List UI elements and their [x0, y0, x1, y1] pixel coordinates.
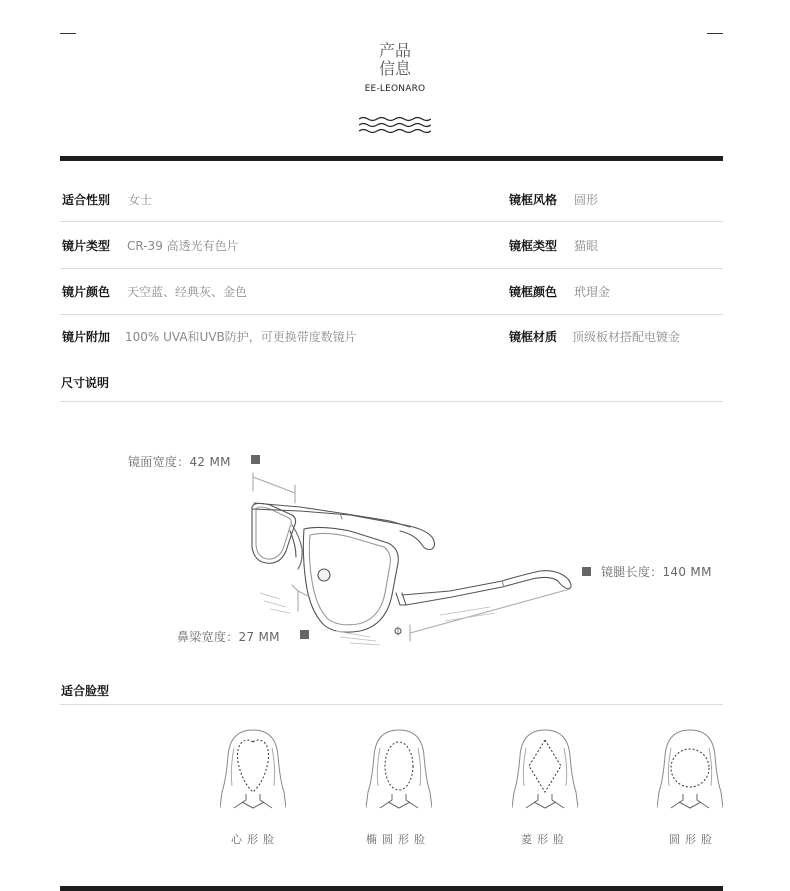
section-title-line2: 信息: [378, 59, 411, 78]
bridge-width-annotation: 鼻梁宽度：27 MM: [177, 630, 280, 644]
spec-row-divider: [60, 268, 723, 269]
spec-label-frame-color: 镜框颜色: [509, 285, 558, 299]
spec-value-gender: 女士: [128, 193, 153, 207]
spec-label-lens-color: 镜片颜色: [62, 285, 111, 299]
spec-value-frame-color: 玳瑁金: [574, 285, 611, 299]
spec-value-lens-color: 天空蓝、经典灰、金色: [127, 285, 248, 299]
size-section-title: 尺寸说明: [61, 376, 110, 390]
face-section-title: 适合脸型: [61, 684, 110, 698]
spec-value-lens-extra: 100% UVA和UVB防护，可更换带度数镜片: [125, 330, 357, 344]
spec-value-frame-material: 顶级板材搭配电镀金: [572, 330, 681, 344]
lens-width-marker: [251, 455, 260, 464]
oval-face-icon: [366, 728, 432, 810]
round-face-icon: [657, 728, 723, 810]
spec-value-lens-type: CR-39 高透光有色片: [127, 239, 239, 253]
face-section-divider: [60, 704, 723, 705]
brand-name: EE-LEONARO: [364, 84, 426, 94]
face-label-diamond: 菱形脸: [521, 833, 569, 846]
section-title-line1: 产品: [378, 41, 411, 60]
sunglasses-sketch-icon: [240, 465, 585, 655]
spec-row-divider: [60, 221, 723, 222]
spec-row-divider: [60, 314, 723, 315]
size-section-divider: [60, 401, 723, 402]
diamond-face-icon: [512, 728, 578, 810]
spec-label-gender: 适合性别: [62, 193, 111, 207]
spec-label-frame-type: 镜框类型: [509, 239, 558, 253]
top-divider: [60, 156, 723, 161]
corner-dash-right: [707, 33, 723, 34]
face-label-heart: 心形脸: [231, 833, 279, 846]
face-label-round: 圆形脸: [669, 833, 717, 846]
spec-value-frame-type: 猫眼: [574, 239, 599, 253]
lens-width-annotation: 镜面宽度：42 MM: [128, 455, 231, 469]
face-label-oval: 椭圆形脸: [366, 833, 430, 846]
spec-label-frame-style: 镜框风格: [509, 193, 558, 207]
spec-label-lens-type: 镜片类型: [62, 239, 111, 253]
heart-face-icon: [220, 728, 286, 810]
spec-label-lens-extra: 镜片附加: [62, 330, 111, 344]
temple-length-annotation: 镜腿长度：140 MM: [601, 565, 712, 579]
spec-value-frame-style: 圆形: [574, 193, 599, 207]
bottom-divider: [60, 886, 723, 891]
wave-ornament-icon: [359, 116, 431, 134]
spec-label-frame-material: 镜框材质: [509, 330, 558, 344]
corner-dash-left: [60, 33, 76, 34]
